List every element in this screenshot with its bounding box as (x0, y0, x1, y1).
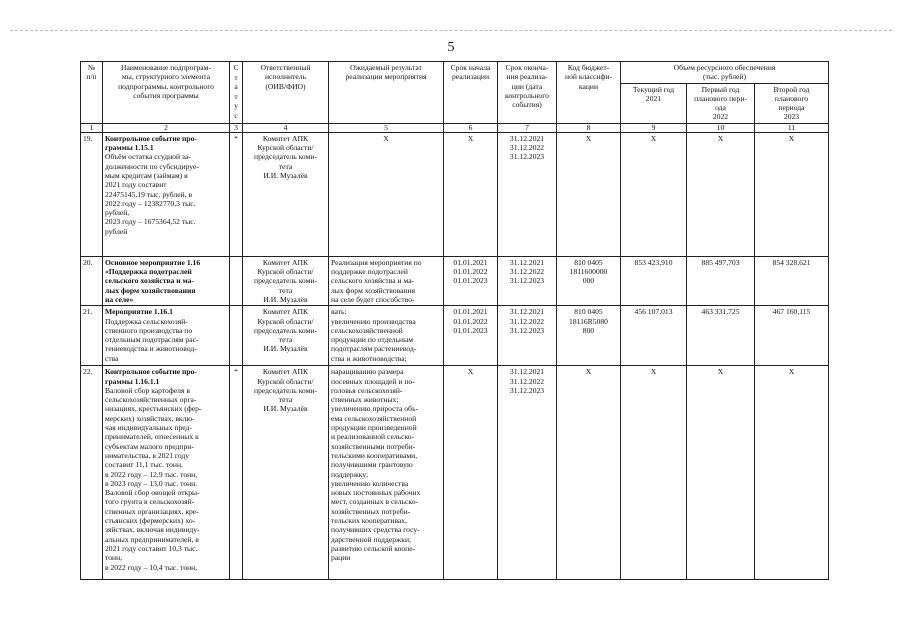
row-name (103, 256, 230, 305)
row-status: * (230, 132, 243, 256)
row-end: 31.12.2021 31.12.2022 31.12.2023 (498, 132, 557, 256)
row-value-2023: 467 160,115 (755, 306, 829, 366)
row-result: Реализация мероприятия по поддержке подотраслей сельского хозяйства и ма- лых форм хозяйствования на селе будет способство- (329, 256, 444, 305)
row-name-title: Основное мероприятие 1.16 «Поддержка подотраслей сельского хозяйства и ма- лых форм хозяйствования на селе» (105, 257, 201, 304)
header-year-2023: Второй год планового периода 2023 (755, 83, 829, 123)
row-budget-code: X (557, 132, 621, 256)
row-end: 31.12.2021 31.12.2022 31.12.2023 (498, 306, 557, 366)
row-value-2021: X (621, 132, 687, 256)
row-number: 22. (81, 366, 103, 580)
row-value-2022: X (687, 366, 755, 580)
header-num: № п/п (81, 62, 103, 124)
row-start: X (444, 366, 498, 580)
row-name-text: Валовой сбор картофеля в сельскохозяйственных орга- низациях, крестьянских (фер- мерских) хозяйствах, вклю- чая индивидуальных пред- принимателей, отнесенных к субъектам малого предпри- нимательства, в 2021 году составит 11,1 тыс. тонн, в 2022 году – 12,9 тыс. тонн, в 2023 году – 13,0 тыс. тонн. Валовой сбор овощей откры- того грунта в сельскохозяй- ственных организациях, кре- стьянских (фермерских) хо- зяйствах, включая индивиду- альных предпринимателей, в 2021 году составит 10,3 тыс. тонн, в 2022 году – 10,4 тыс. тонн, (105, 385, 202, 572)
table-row (81, 306, 829, 366)
header-budget-code: Код бюджет- ной классифи- кации (557, 62, 621, 124)
col-number: 1 (81, 123, 103, 132)
status-letter: т (234, 72, 238, 82)
header-name: Наименование подпрограм- мы, структурного элемента подпрограммы, контрольного события программы (103, 62, 230, 124)
row-status (230, 256, 243, 305)
row-budget-code: X (557, 366, 621, 580)
header-resources: Объем ресурсного обеспечения (тыс. рублей) (621, 62, 829, 84)
status-letter: а (234, 82, 238, 92)
col-number: 3 (230, 123, 243, 132)
row-budget-code: 810 0405 18116R5080 800 (557, 306, 621, 366)
col-number: 8 (557, 123, 621, 132)
row-value-2023: X (755, 132, 829, 256)
row-executor: Комитет АПК Курской области/ председатель коми- тета И.И. Музалёв (243, 256, 329, 305)
header-result: Ожидаемый результат реализации мероприятия (329, 62, 444, 124)
row-value-2021: X (621, 366, 687, 580)
row-name-title: Контрольное событие про- граммы 1.16.1.1 (105, 367, 197, 386)
row-name-title: Мероприятие 1.16.1 (105, 307, 173, 317)
row-status (230, 306, 243, 366)
col-number: 7 (498, 123, 557, 132)
col-number: 6 (444, 123, 498, 132)
row-value-2023: 854 328,621 (755, 256, 829, 305)
status-letter: у (234, 101, 238, 111)
row-start: X (444, 132, 498, 256)
row-result: вать: увеличению производства сельскохозяйственной продукции по отдельным подотраслям растениевод- ства и животноводства; (329, 306, 444, 366)
page-number: 5 (447, 40, 455, 55)
row-value-2022: 885 497,703 (687, 256, 755, 305)
header-end: Срок оконча- ния реализа- ции (дата контрольного события) (498, 62, 557, 124)
col-number: 4 (243, 123, 329, 132)
col-number: 11 (755, 123, 829, 132)
row-start: 01.01.2021 01.01.2022 01.01.2023 (444, 256, 498, 305)
col-number: 10 (687, 123, 755, 132)
header-executor: Ответственный исполнитель (ОИВ/ФИО) (243, 62, 329, 124)
row-start: 01.01.2021 01.01.2022 01.01.2023 (444, 306, 498, 366)
row-name-text: Поддержка сельскохозяй- ственного производства по отдельным подотраслям рас- тениеводства и животновод- ства (105, 316, 199, 363)
row-value-2022: 463 331,725 (687, 306, 755, 366)
row-status: * (230, 366, 243, 580)
row-result: X (329, 132, 444, 256)
row-executor: Комитет АПК Курской области/ председатель коми- тета И.И. Музалёв (243, 306, 329, 366)
column-number-row (81, 123, 829, 132)
col-number: 9 (621, 123, 687, 132)
header-status (230, 62, 243, 124)
table-body (81, 132, 829, 579)
table-row (81, 256, 829, 305)
row-executor: Комитет АПК Курской области/ председатель коми- тета И.И. Музалёв (243, 366, 329, 580)
row-budget-code: 810 0405 1811600000 000 (557, 256, 621, 305)
row-name (103, 306, 230, 366)
col-number: 5 (329, 123, 444, 132)
row-name (103, 132, 230, 256)
header-year-2022: Первый год планового пери- ода 2022 (687, 83, 755, 123)
row-executor: Комитет АПК Курской области/ председатель коми- тета И.И. Музалёв (243, 132, 329, 256)
table-row (81, 132, 829, 256)
header-year-2021: Текущий год 2021 (621, 83, 687, 123)
header-start: Срок начала реализации (444, 62, 498, 124)
status-letter: т (234, 91, 238, 101)
row-value-2021: 456 107,013 (621, 306, 687, 366)
table-row (81, 366, 829, 580)
status-letter: с (234, 110, 238, 120)
col-number: 2 (103, 123, 230, 132)
row-end: 31.12.2021 31.12.2022 31.12.2023 (498, 256, 557, 305)
header-row-1 (81, 62, 829, 84)
row-value-2022: X (687, 132, 755, 256)
top-divider (10, 30, 892, 31)
row-name-text: Объём остатка ссудной за- долженности по субсидируе- мым кредитам (займам) в 2021 году составит 22475145,19 тыс. рублей, в 2022 году – 12382770,3 тыс. рублей, 2023 году – 1675364,52 тыс. рублей (105, 152, 199, 236)
row-value-2023: X (755, 366, 829, 580)
row-name-title: Контрольное событие про- граммы 1.15.1 (105, 133, 197, 153)
row-number: 19. (81, 132, 103, 256)
row-name (103, 366, 230, 580)
status-letter: С (233, 63, 239, 72)
row-number: 20. (81, 256, 103, 305)
row-value-2021: 853 423,910 (621, 256, 687, 305)
row-number: 21. (81, 306, 103, 366)
program-table (80, 61, 829, 580)
row-result: наращиванию размера посевных площадей и по- головья сельскохозяй- ственных животных; увеличению прироста объ- ема сельскохозяйственной продукции произведенной и реализованной сельско- хозяйственными потреби- тельскими кооперативами, получившими грантовую поддержку; увеличению количества новых постоянных рабочих мест, созданных в сельско- хозяйственных потреби- тельских кооперативах, получивших средства госу- дарственной поддержки; развитию сельской коопе- рации (329, 366, 444, 580)
row-end: 31.12.2021 31.12.2022 31.12.2023 (498, 366, 557, 580)
